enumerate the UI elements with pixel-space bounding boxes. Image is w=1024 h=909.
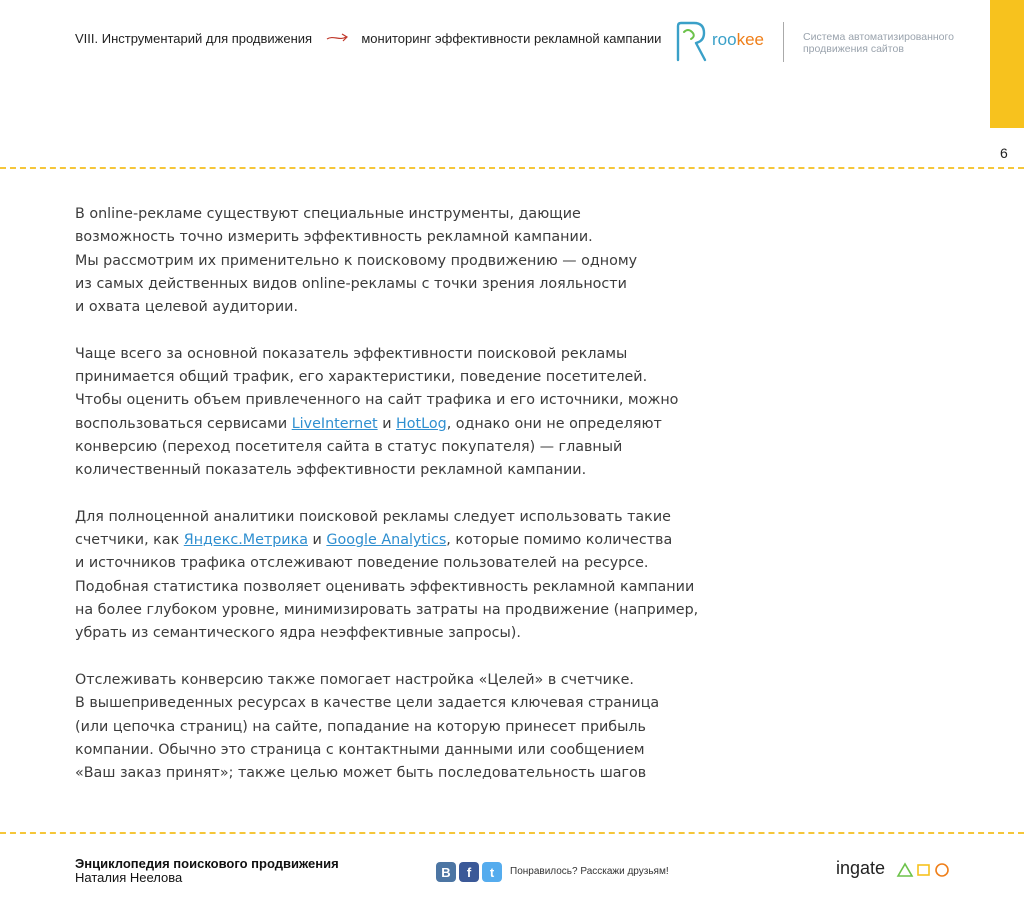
top-divider: [0, 167, 1024, 169]
share-prompt: Понравилось? Расскажи друзьям!: [510, 866, 669, 877]
footer-title: Энциклопедия поискового продвижения: [75, 856, 339, 871]
liveinternet-link[interactable]: LiveInternet: [291, 415, 378, 432]
google-analytics-link[interactable]: Google Analytics: [326, 532, 447, 549]
yandex-metrika-link[interactable]: Яндекс.Метрика: [183, 532, 308, 549]
paragraph-1: В online-рекламе существуют специальные инструменты, дающие возможность точно измерить эффективность рекламной кампании. Мы рассмотрим их применительно к поисковому продвижению — одному из самых действенных видов online-рекламы с точки зрения лояльности и охвата целевой аудитории.: [75, 206, 638, 316]
twitter-share-button[interactable]: t: [482, 862, 502, 882]
social-buttons: [436, 862, 502, 882]
breadcrumb: [75, 30, 661, 47]
tagline: Система автоматизированного продвижения сайтов: [803, 31, 954, 55]
hotlog-link[interactable]: HotLog: [396, 415, 447, 432]
footer-author: Наталия Неелова: [75, 870, 183, 885]
vk-share-button[interactable]: B: [436, 862, 456, 882]
paragraph-3: Для полноценной аналитики поисковой рекламы следует использовать такие счетчики, как Яндекс.Метрика и Google Analytics, которые помимо количества и источников трафика отслеживают поведение пользователей на ресурсе. Подобная статистика позволяет оценивать эффективность рекламной кампании на более глубоком уровне, минимизировать затраты на продвижение (например, убрать из семантического ядра неэффективные запросы).: [75, 508, 699, 642]
page-number: 6: [1000, 145, 1008, 161]
arrow-right-icon: [326, 30, 348, 47]
section-title: VIII. Инструментарий для продвижения: [75, 31, 313, 46]
facebook-share-button[interactable]: f: [459, 862, 479, 882]
bottom-divider: [0, 832, 1024, 834]
ingate-logo-text: ingate: [836, 858, 886, 878]
page-tab-marker: [990, 0, 1024, 128]
paragraph-4: Отслеживать конверсию также помогает настройка «Целей» в счетчике. В вышеприведенных ресурсах в качестве цели задается ключевая страница (или цепочка страниц) на сайте, попадание на которую принесет прибыль компании. Обычно это страница с контактными данными или сообщением «Ваш заказ принят»; также целью может быть последовательность шагов: [75, 671, 660, 782]
paragraph-2: Чаще всего за основной показатель эффективности поисковой рекламы принимается общий трафик, его характеристики, поведение посетителей. Чтобы оценить объем привлеченного на сайт трафика и его источники, можно воспользоваться сервисами LiveInternet и HotLog, однако они не определяют конверсию (переход посетителя сайта в статус покупателя) — главный количественный показатель эффективности рекламной кампании.: [75, 345, 679, 479]
header-divider: [783, 22, 784, 62]
rookee-logo-text: rookee: [712, 30, 764, 49]
topic-title: мониторинг эффективности рекламной кампании: [361, 31, 662, 46]
ingate-logo-icon: [896, 861, 952, 879]
article-body: [75, 203, 699, 809]
